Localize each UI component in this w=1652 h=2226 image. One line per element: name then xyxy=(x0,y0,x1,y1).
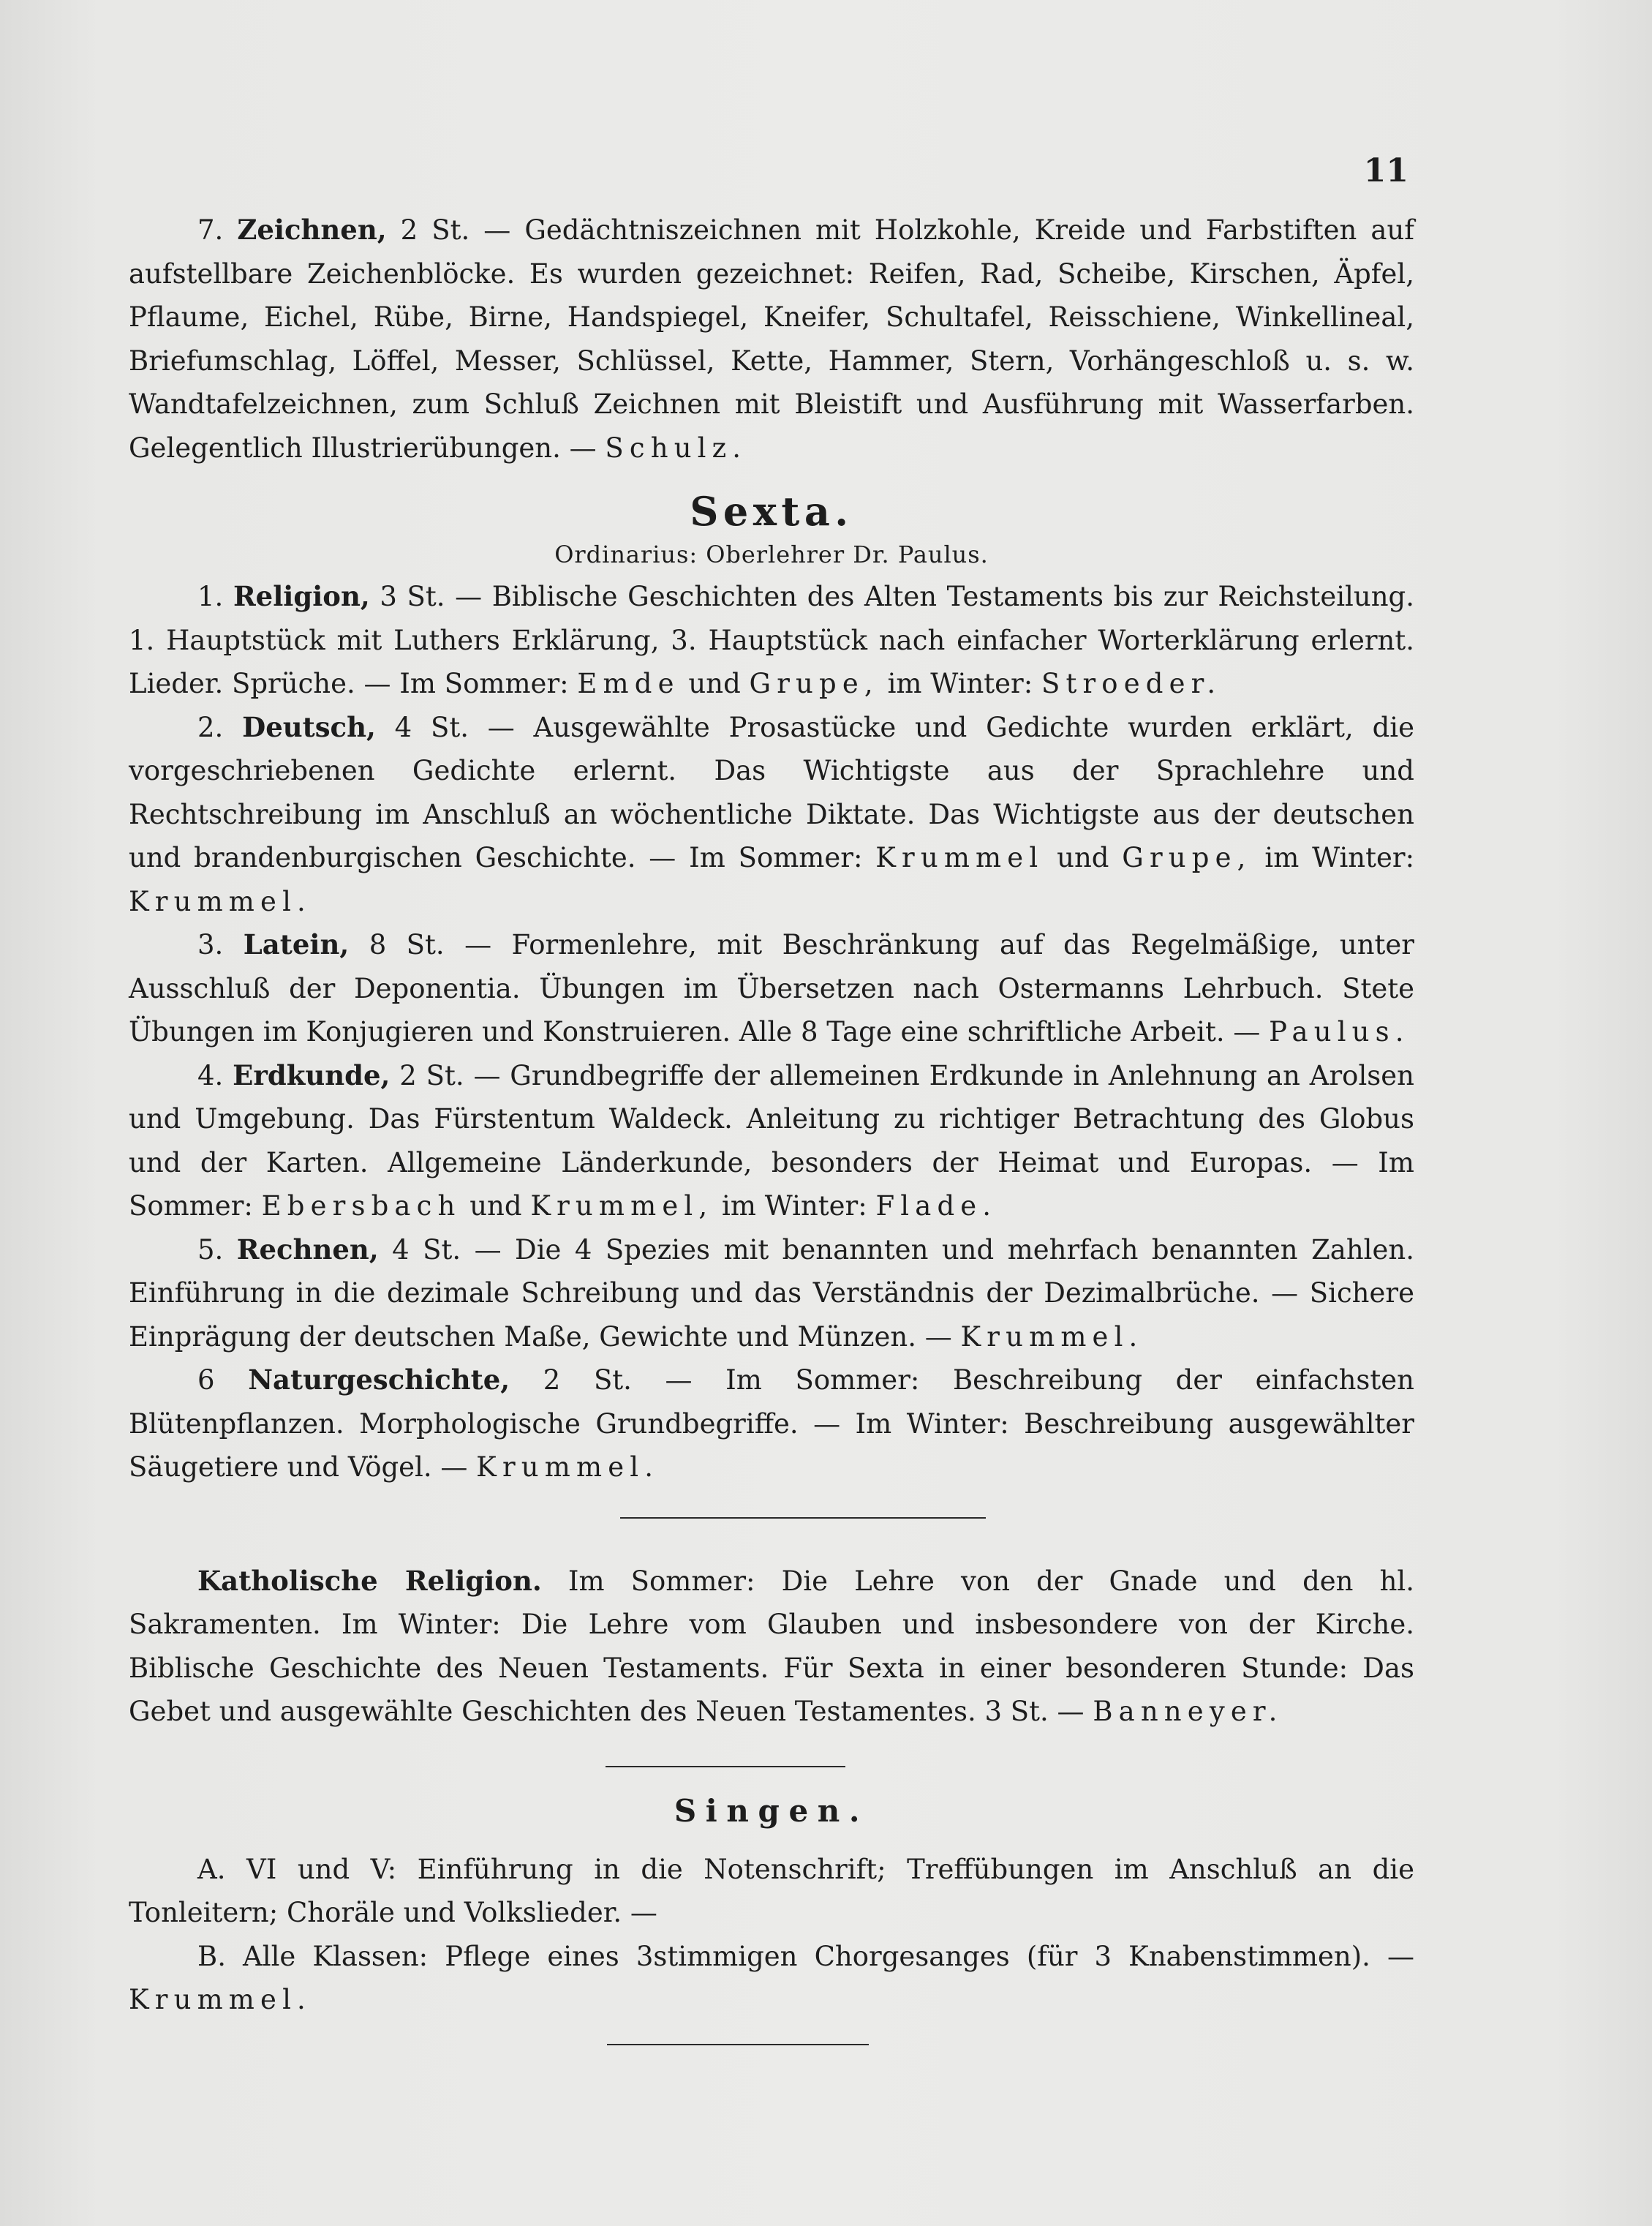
erdkunde-mid-1: und xyxy=(469,1190,522,1222)
section-divider xyxy=(606,1766,845,1767)
deutsch-num: 2. xyxy=(197,711,224,743)
singen-b-teacher: Krummel. xyxy=(129,1984,312,2015)
latein-paragraph xyxy=(129,923,1414,1054)
zeichnen-title: Zeichnen, xyxy=(237,214,387,246)
zeichnen-text: 2 St. — Gedächtniszeichnen mit Holzkohle, Kreide und Farbstiften auf aufstellbare Zeichenblöcke. Es wurden gezeichnet: Reifen, Rad, Scheibe, Kirschen, Äpfel, Pflaume, Eichel, Rübe, Birne, Handspiegel, Kneifer, Schultafel, Reisschiene, Winkellineal, Briefumschlag, Löffel, Messer, Schlüssel, Kette, Hammer, Stern, Vorhängeschloß u. s. w. Wandtafelzeichnen, zum Schluß Zeichnen mit Bleistift und Ausführung mit Wasserfarben. Gelegentlich Illustrierübungen. — xyxy=(129,214,1414,464)
zeichnen-num: 7. xyxy=(197,214,224,246)
erdkunde-teacher-2: Krummel, xyxy=(530,1190,714,1222)
deutsch-title: Deutsch, xyxy=(242,710,376,743)
zeichnen-paragraph xyxy=(129,208,1414,470)
katholisch-title: Katholische Religion. xyxy=(197,1564,542,1597)
page-number: 11 xyxy=(1363,152,1408,189)
deutsch-teacher-2: Grupe, xyxy=(1122,842,1252,873)
erdkunde-text: 2 St. — Grundbegriffe der allemeinen Erdkunde in Anlehnung an Arolsen und Umgebung. Das Fürstentum Waldeck. Anleitung zu richtiger Betrachtung des Globus und der Karten. Allgemeine Länderkunde, besonders der Heimat und Europas. — Im Sommer: xyxy=(129,1059,1414,1222)
latein-teacher: Paulus. xyxy=(1269,1016,1410,1048)
sexta-ordinarius: Ordinarius: Oberlehrer Dr. Paulus. xyxy=(554,541,989,568)
sexta-heading: Sexta. xyxy=(690,488,853,535)
erdkunde-teacher-3: Flade. xyxy=(875,1190,997,1222)
latein-num: 3. xyxy=(197,929,224,960)
katholisch-text: Im Sommer: Die Lehre von der Gnade und den hl. Sakramenten. Im Winter: Die Lehre vom Glauben und insbesondere von der Kirche. Biblische Geschichte des Neuen Testaments. Für Sexta in einer besonderen Stunde: Das Gebet und ausgewählte Geschichten des Neuen Testamentes. 3 St. — xyxy=(129,1565,1415,1727)
religion-title: Religion, xyxy=(233,580,370,612)
katholisch-paragraph xyxy=(129,1560,1414,1734)
page-content xyxy=(129,208,1414,2045)
singen-a-paragraph xyxy=(129,1848,1414,1935)
deutsch-mid-1: und xyxy=(1057,842,1109,873)
section-divider xyxy=(620,1517,986,1519)
rechnen-num: 5. xyxy=(197,1233,224,1266)
singen-a-text: A. VI und V: Einführung in die Notenschrift; Treffübungen im Anschluß an die Tonleitern; Choräle und Volkslieder. — xyxy=(129,1853,1414,1928)
religion-teacher-2: Grupe, xyxy=(749,668,879,699)
deutsch-teacher-1: Krummel xyxy=(875,842,1044,873)
naturgeschichte-text: 2 St. — Im Sommer: Beschreibung der einfachsten Blütenpflanzen. Morphologische Grundbegriffe. — Im Winter: Beschreibung ausgewählter Säugetiere und Vögel. — xyxy=(129,1364,1415,1483)
naturgeschichte-teacher: Krummel. xyxy=(476,1451,660,1483)
katholisch-teacher: Banneyer. xyxy=(1093,1696,1283,1727)
religion-mid-2: im Winter: xyxy=(887,668,1033,699)
erdkunde-num: 4. xyxy=(197,1059,224,1091)
erdkunde-title: Erdkunde, xyxy=(233,1059,391,1091)
singen-heading: Singen. xyxy=(674,1792,870,1829)
rechnen-paragraph xyxy=(129,1228,1414,1359)
singen-b-text: B. Alle Klassen: Pflege eines 3stimmigen Chorgesanges (für 3 Knabenstimmen). — xyxy=(197,1940,1414,1972)
zeichnen-teacher: Schulz. xyxy=(605,432,747,464)
rechnen-title: Rechnen, xyxy=(236,1233,379,1266)
naturgeschichte-num: 6 xyxy=(197,1364,215,1396)
religion-teacher-1: Emde xyxy=(577,668,680,699)
religion-teacher-3: Stroeder. xyxy=(1041,668,1222,699)
deutsch-paragraph xyxy=(129,706,1414,924)
naturgeschichte-paragraph xyxy=(129,1358,1414,1489)
religion-text: 3 St. — Biblische Geschichten des Alten Testaments bis zur Reichsteilung. 1. Hauptstück mit Luthers Erklärung, 3. Hauptstück nach einfacher Worterklärung erlernt. Lieder. Sprüche. — Im Sommer: xyxy=(129,581,1415,699)
naturgeschichte-title: Naturgeschichte, xyxy=(248,1364,510,1396)
deutsch-teacher-3: Krummel. xyxy=(129,885,312,917)
latein-text: 8 St. — Formenlehre, mit Beschränkung auf das Regelmäßige, unter Ausschluß der Deponentia. Übungen im Übersetzen nach Ostermanns Lehrbuch. Stete Übungen im Konjugieren und Konstruieren. Alle 8 Tage eine schriftliche Arbeit. — xyxy=(129,929,1414,1048)
rechnen-text: 4 St. — Die 4 Spezies mit benannten und mehrfach benannten Zahlen. Einführung in die dezimale Schreibung und das Verständnis der Dezimalbrüche. — Sichere Einprägung der deutschen Maße, Gewichte und Münzen. — xyxy=(129,1233,1414,1353)
rechnen-teacher: Krummel. xyxy=(960,1320,1144,1353)
erdkunde-teacher-1: Ebersbach xyxy=(261,1190,461,1222)
religion-mid-1: und xyxy=(688,668,741,699)
deutsch-mid-2: im Winter: xyxy=(1264,842,1415,873)
latein-title: Latein, xyxy=(243,928,350,960)
religion-paragraph xyxy=(129,575,1414,706)
deutsch-text: 4 St. — Ausgewählte Prosastücke und Gedichte wurden erklärt, die vorgeschriebenen Gedichte erlernt. Das Wichtigste aus der Sprachlehre und Rechtschreibung im Anschluß an wöchentliche Diktate. Das Wichtigste aus der deutschen und brandenburgischen Geschichte. — Im Sommer: xyxy=(129,711,1415,873)
section-divider xyxy=(607,2044,869,2045)
erdkunde-paragraph xyxy=(129,1054,1414,1228)
erdkunde-mid-2: im Winter: xyxy=(722,1190,867,1222)
singen-b-paragraph xyxy=(129,1935,1414,2022)
religion-num: 1. xyxy=(197,581,224,612)
